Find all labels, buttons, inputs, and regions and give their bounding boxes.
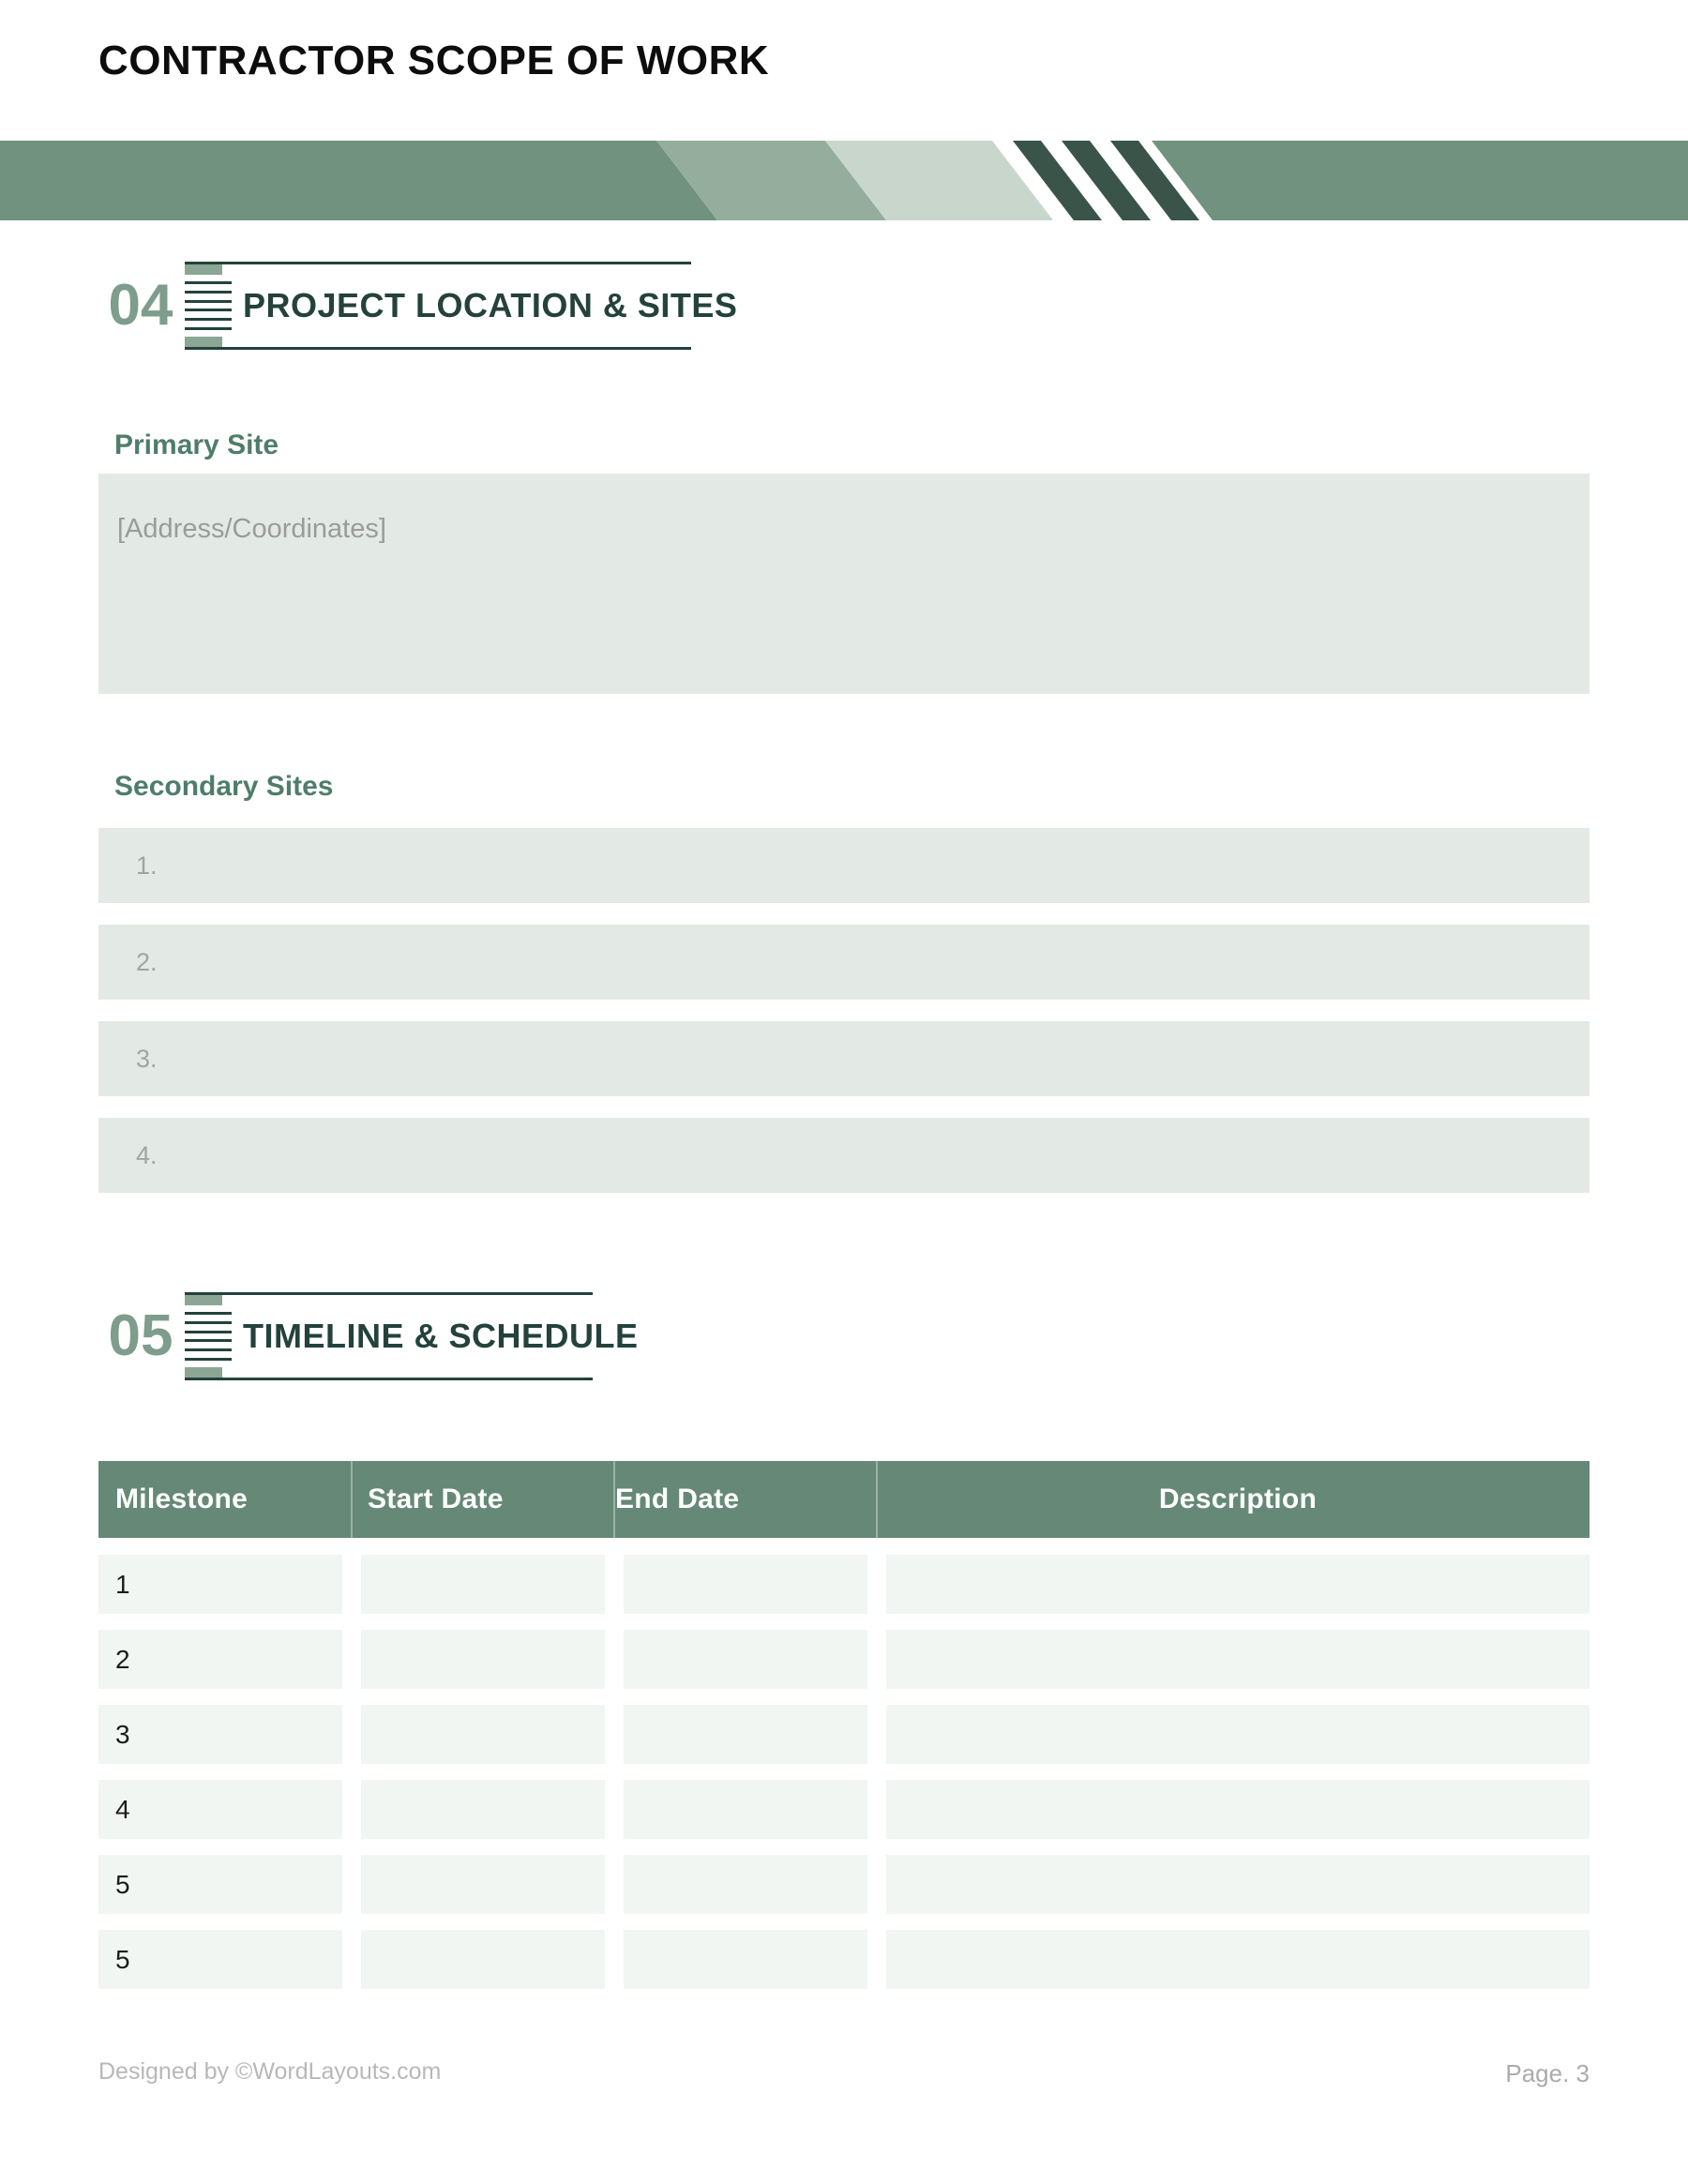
column-header-start-date: Start Date <box>368 1484 504 1514</box>
description-cell[interactable] <box>886 1780 1590 1839</box>
start-date-cell[interactable] <box>361 1780 605 1839</box>
description-cell[interactable] <box>886 1555 1590 1614</box>
banner-band-right <box>1152 141 1688 220</box>
table-row <box>98 1630 1590 1689</box>
column-header-milestone: Milestone <box>115 1484 249 1514</box>
end-date-cell[interactable] <box>624 1855 867 1914</box>
page-number: Page. 3 <box>1505 2059 1590 2087</box>
end-date-cell[interactable] <box>624 1780 867 1839</box>
lines-icon <box>185 1295 232 1378</box>
primary-site-address-field[interactable] <box>98 474 1590 694</box>
table-row <box>98 1705 1590 1764</box>
description-cell[interactable] <box>886 1630 1590 1689</box>
primary-site-heading: Primary Site <box>114 429 279 460</box>
section-04-header <box>185 262 738 350</box>
banner-graphic <box>0 141 1688 220</box>
milestone-cell[interactable]: 4 <box>98 1780 342 1839</box>
start-date-cell[interactable] <box>361 1705 605 1764</box>
start-date-cell[interactable] <box>361 1855 605 1914</box>
section-05-title: TIMELINE & SCHEDULE <box>243 1317 639 1355</box>
table-row <box>98 1780 1590 1839</box>
table-row <box>98 1555 1590 1614</box>
table-row <box>98 1930 1590 1989</box>
start-date-cell[interactable] <box>361 1630 605 1689</box>
page-title: CONTRACTOR SCOPE OF WORK <box>98 38 770 83</box>
secondary-sites-heading: Secondary Sites <box>114 771 334 802</box>
secondary-site-number: 4. <box>136 1140 158 1169</box>
milestone-cell[interactable]: 5 <box>98 1855 342 1914</box>
header-separator <box>351 1461 353 1538</box>
secondary-site-row-1[interactable] <box>98 828 1590 903</box>
section-04-title: PROJECT LOCATION & SITES <box>243 286 738 324</box>
start-date-cell[interactable] <box>361 1555 605 1614</box>
end-date-cell[interactable] <box>624 1630 867 1689</box>
designer-credit: Designed by ©WordLayouts.com <box>98 2058 442 2085</box>
secondary-site-number: 1. <box>136 851 158 880</box>
description-cell[interactable] <box>886 1855 1590 1914</box>
secondary-site-row-4[interactable] <box>98 1118 1590 1193</box>
description-cell[interactable] <box>886 1930 1590 1989</box>
section-05-number: 05 <box>108 1303 173 1368</box>
end-date-cell[interactable] <box>624 1705 867 1764</box>
header-separator <box>876 1461 878 1538</box>
secondary-site-number: 2. <box>136 947 158 976</box>
section-04-number: 04 <box>108 273 173 338</box>
column-header-description: Description <box>1158 1484 1318 1514</box>
secondary-site-row-3[interactable] <box>98 1021 1590 1096</box>
banner-band-main <box>0 141 717 220</box>
section-05-header <box>185 1292 639 1380</box>
milestone-cell[interactable]: 1 <box>98 1555 342 1614</box>
table-row <box>98 1855 1590 1914</box>
secondary-site-row-2[interactable] <box>98 925 1590 1000</box>
secondary-site-number: 3. <box>136 1044 158 1073</box>
description-cell[interactable] <box>886 1705 1590 1764</box>
milestone-table-header <box>98 1461 1590 1538</box>
address-placeholder: [Address/Coordinates] <box>117 514 386 544</box>
milestone-cell[interactable]: 2 <box>98 1630 342 1689</box>
milestone-cell[interactable]: 3 <box>98 1705 342 1764</box>
column-header-end-date: End Date <box>615 1484 740 1514</box>
milestone-cell[interactable]: 5 <box>98 1930 342 1989</box>
end-date-cell[interactable] <box>624 1930 867 1989</box>
end-date-cell[interactable] <box>624 1555 867 1614</box>
lines-icon <box>185 264 232 347</box>
start-date-cell[interactable] <box>361 1930 605 1989</box>
